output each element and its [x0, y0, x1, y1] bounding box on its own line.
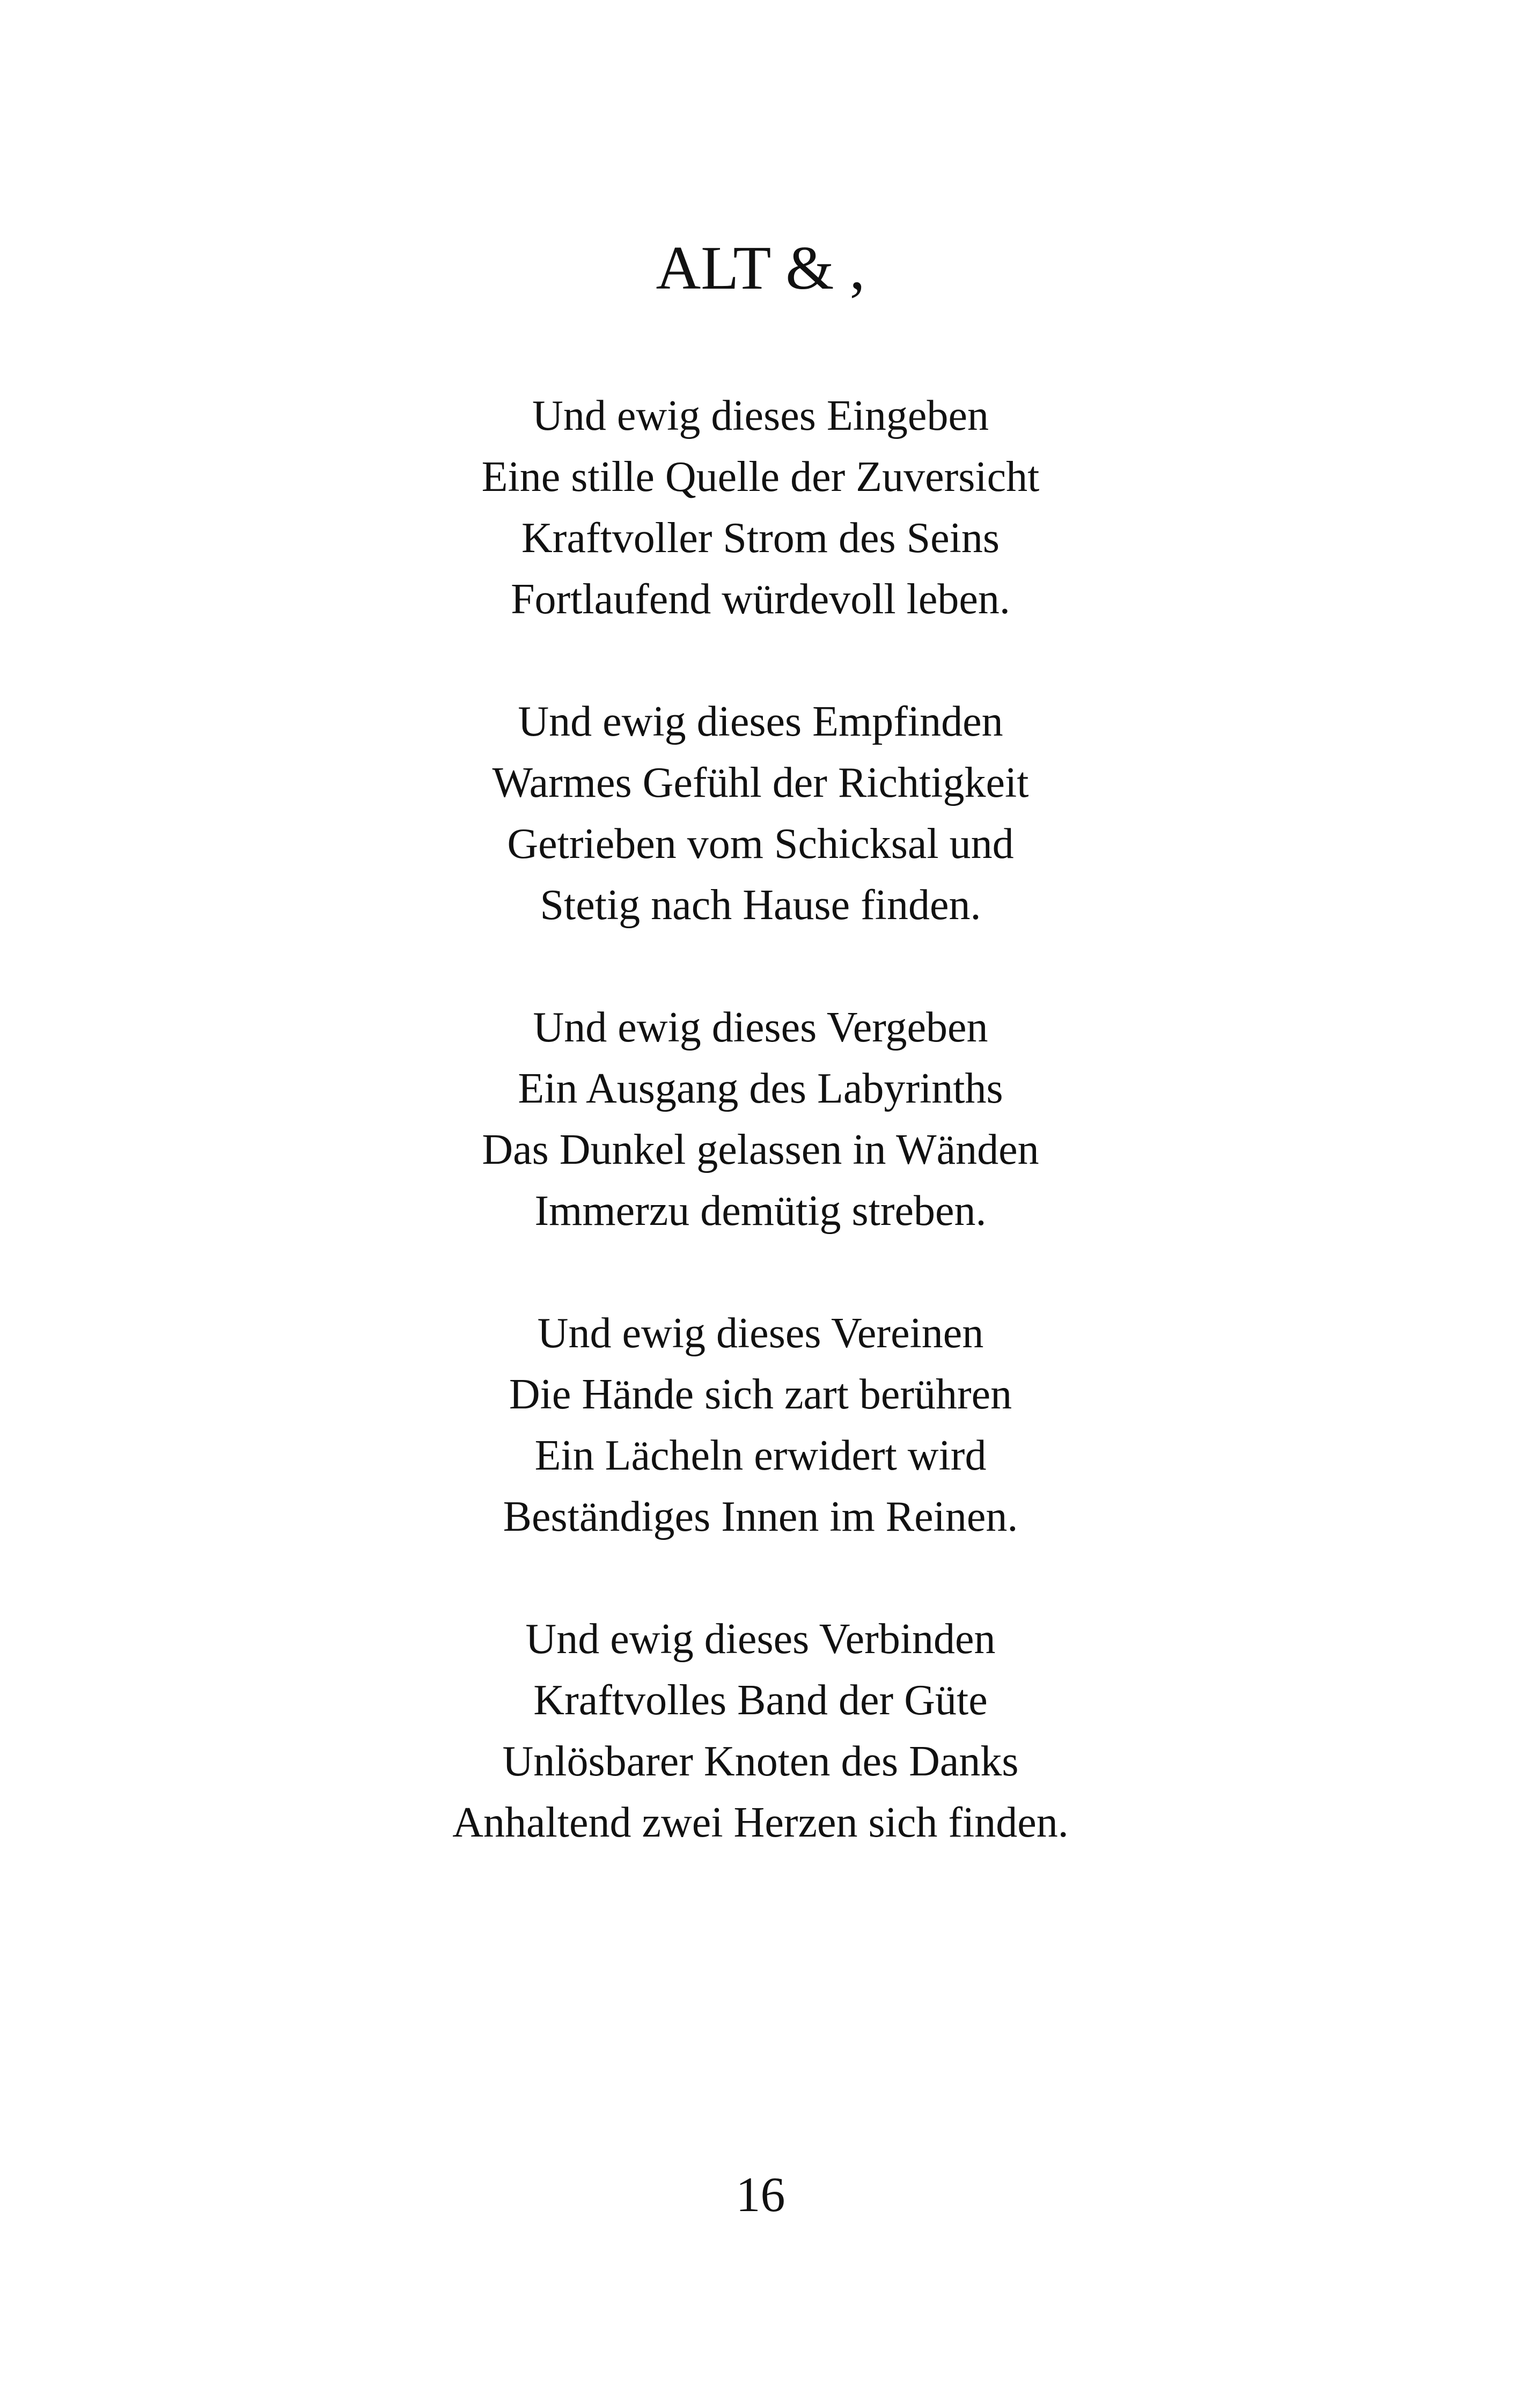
poem-line: Und ewig dieses Verbinden [525, 1616, 996, 1663]
poem-line: Und ewig dieses Empfinden [518, 698, 1003, 745]
poem-line: Anhaltend zwei Herzen sich finden. [452, 1799, 1069, 1846]
poem-line: Eine stille Quelle der Zuversicht [481, 453, 1040, 501]
stanza-4 [0, 1303, 1521, 1547]
poem-line: Warmes Gefühl der Richtigkeit [492, 759, 1029, 806]
stanza-3 [0, 997, 1521, 1242]
page-number: 16 [736, 2167, 785, 2222]
poem-line: Ein Lächeln erwidert wird [534, 1432, 987, 1479]
poem-line: Unlösbarer Knoten des Danks [502, 1738, 1019, 1785]
poem-line: Immerzu demütig streben. [534, 1187, 987, 1235]
poem-line: Die Hände sich zart berühren [509, 1371, 1012, 1418]
poem-line: Und ewig dieses Vergeben [533, 1004, 988, 1051]
poem-line: Und ewig dieses Vereinen [537, 1310, 984, 1357]
stanza-5 [0, 1609, 1521, 1853]
poem-line: Beständiges Innen im Reinen. [503, 1493, 1018, 1540]
poem-line: Das Dunkel gelassen in Wänden [482, 1126, 1039, 1173]
poem-line: Und ewig dieses Eingeben [532, 392, 989, 439]
poem-title: ALT & , [656, 234, 865, 303]
poem-line: Ein Ausgang des Labyrinths [518, 1065, 1003, 1112]
poem-line: Stetig nach Hause finden. [540, 882, 981, 929]
poem-line: Kraftvoller Strom des Seins [521, 515, 1000, 562]
poem-line: Kraftvolles Band der Güte [533, 1677, 988, 1724]
poem-body [0, 385, 1521, 1914]
poem-line: Fortlaufend würdevoll leben. [511, 576, 1010, 623]
stanza-2 [0, 691, 1521, 936]
poem-line: Getrieben vom Schicksal und [507, 820, 1014, 868]
stanza-1 [0, 385, 1521, 630]
